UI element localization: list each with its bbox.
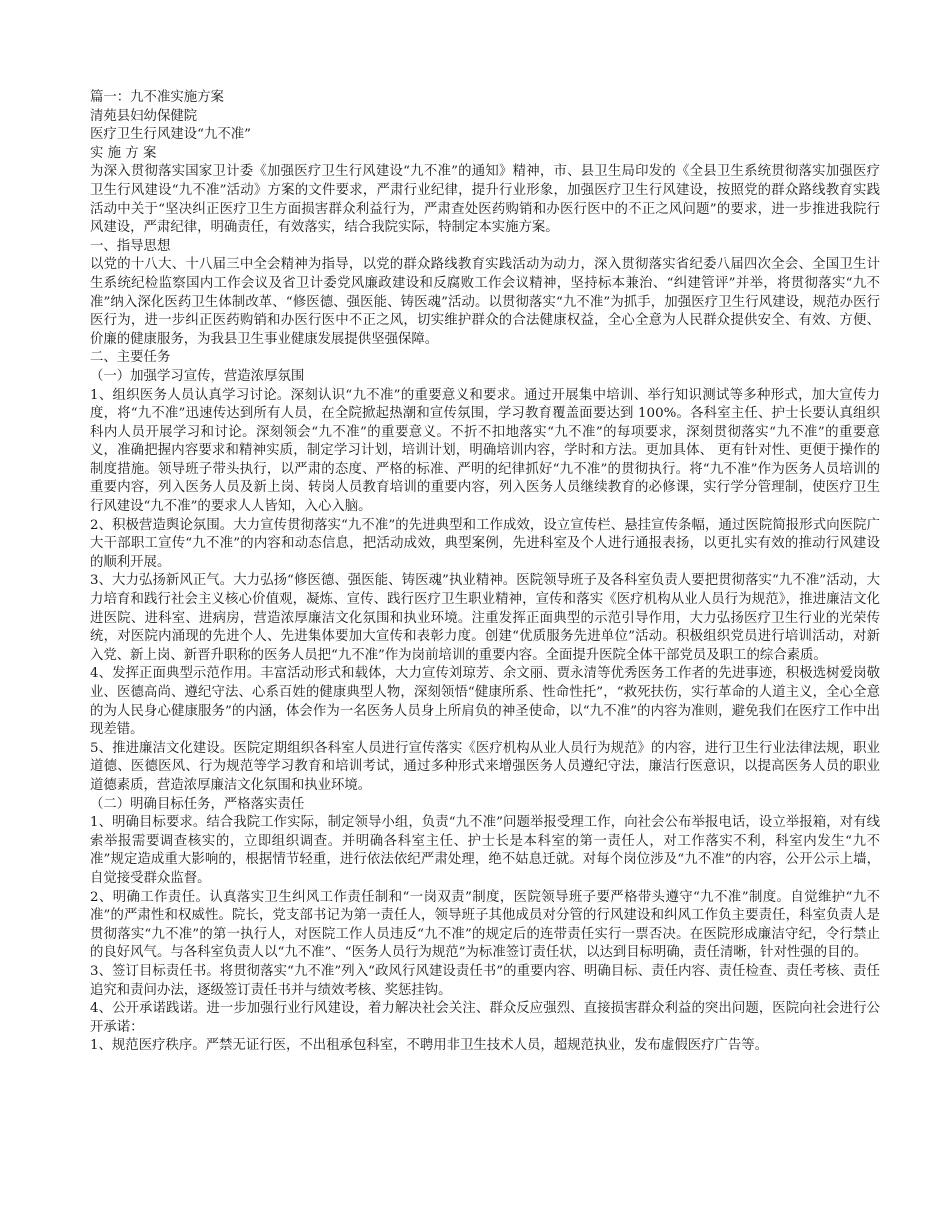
task-paragraph: 5、推进廉洁文化建设。医院定期组织各科室人员进行宣传落实《医疗机构从业人员行为规范》的内容，进行卫生行业法律法规，职业道德、医德医风、行为规范等学习教育和培训考试，通过多种形式来增强医务人员遵纪守法，廉洁行医意识，以提高医务人员的职业道德素质，营造浓厚廉洁文化氛围和执业环境。 [90,740,880,793]
task-paragraph: 1、组织医务人员认真学习讨论。深刻认识“九不准”的重要意义和要求。通过开展集中培训、举行知识测试等多种形式，加大宣传力度，将“九不准”迅速传达到所有人员，在全院掀起热潮和宣传氛围，学习教育覆盖面要达到 100%。各科室主任、护士长要认真组织科内人员开展学习和讨论。深刻领会“九不准”的重要意义。不折不扣地落实“九不准”的每项要求，深刻贯彻落实“九不准”的重要意义，准确把握内容要求和精神实质，制定学习计划，培训计划，明确培训内容，学时和方法。更加具体、 更有针对性、更便于操作的制度措施。领导班子带头执行，以严肃的态度、严格的标准、严明的纪律抓好“九不准”的贯彻执行。将“九不准”作为医务人员培训的重要内容，列入医务人员及新上岗、转岗人员教育培训的重要内容，列入医务人员继续教育的必修课，实行学分管理制，使医疗卫生行风建设“九不准”的要求人人皆知，入心入脑。 [90,387,880,515]
subsection-heading-study-publicity: （一）加强学习宣传，营造浓厚氛围 [90,368,305,384]
task-paragraph: 2、积极营造舆论氛围。大力宣传贯彻落实“九不准”的先进典型和工作成效，设立宣传栏、悬挂宣传条幅，通过医院简报形式向医院广大干部职工宣传“九不准”的内容和动态信息，把活动成效，典型案例，先进科室及个人进行通报表扬，以更扎实有效的推动行风建设的顺利开展。 [90,517,880,570]
task-paragraph: 2、明确工作责任。认真落实卫生纠风工作责任制和“一岗双责”制度，医院领导班子要严格带头遵守“九不准”制度。自觉维护“九不准”的严肃性和权威性。院长，党支部书记为第一责任人，领导班子其他成员对分管的行风建设和纠风工作负主要责任，科室负责人是贯彻落实“九不准”的第一执行人，对医院工作人员违反“九不准”的规定后的连带责任实行一票否决。在医院形成廉洁守纪，令行禁止的良好风气。与各科室负责人以“九不准”、“医务人员行为规范”为标准签订责任状，以达到目标明确，责任清晰，针对性强的目的。 [90,889,880,961]
organization-name: 清苑县妇幼保健院 [90,108,198,124]
section-heading-main-tasks: 二、主要任务 [90,350,171,366]
task-paragraph: 4、发挥正面典型示范作用。丰富活动形式和载体，大力宣传刘琼芳、余文丽、贾永清等优秀医务工作者的先进事迹，积极选树爱岗敬业、医德高尚、遵纪守法、心系百姓的健康典型人物，深刻领悟“健康所系、性命性托”，“救死扶伤，实行革命的人道主义，全心全意的为人民身心健康服务”的内涵，体会作为一名医务人员身上所肩负的神圣使命，以“九不准”的内容为准则，避免我们在医疗工作中出现差错。 [90,666,880,738]
guiding-ideology-paragraph: 以党的十八大、十八届三中全会精神为指导，以党的群众路线教育实践活动为动力，深入贯彻落实省纪委八届四次全会、全国卫生计生系统纪检监察国内工作会议及省卫计委党风廉政建设和反腐败工作会议精神，坚持标本兼治、“纠建管评”并举，将贯彻落实“九不准”纳入深化医药卫生体制改革、“修医德、强医能、铸医魂”活动。以贯彻落实“九不准”为抓手，加强医疗卫生行风建设，规范办医行医行为，进一步纠正医药购销和办医行医中不正之风，切实维护群众的合法健康权益，全心全意为人民群众提供安全、有效、方便、价廉的健康服务，为我县卫生事业健康发展提供坚强保障。 [90,257,880,347]
section-heading-guiding-ideology: 一、指导思想 [90,238,171,254]
task-paragraph: 4、公开承诺践诺。进一步加强行业行风建设，着力解决社会关注、群众反应强烈、直接损害群众利益的突出问题，医院向社会进行公开承诺： [90,1001,880,1035]
task-paragraph: 3、签订目标责任书。将贯彻落实“九不准”列入“政风行风建设责任书”的重要内容、明确目标、责任内容、责任检查、责任考核、责任追究和责问办法，逐级签订责任书并与绩效考核、奖惩挂钩。 [90,963,880,998]
task-paragraph: 1、明确目标要求。结合我院工作实际，制定领导小组，负责“九不准”问题举报受理工作，向社会公布举报电话，设立举报箱，对有线索举报需要调查核实的，立即组织调查。并明确各科室主任、护士长是本科室的第一责任人，对工作落实不利，科室内发生“九不准”规定造成重大影响的，根据情节轻重，进行依法依纪严肃处理，绝不姑息迁就。对每个岗位涉及“九不准”的内容，公开公示上墙，自觉接受群众监督。 [90,815,880,886]
intro-paragraph: 为深入贯彻落实国家卫计委《加强医疗卫生行风建设“九不准”的通知》精神，市、县卫生局印发的《全县卫生系统贯彻落实加强医疗卫生行风建设“九不准”活动》方案的文件要求，严肃行业纪律，提升行业形象，加强医疗卫生行风建设，按照党的群众路线教育实践活动中关于“坚决纠正医疗卫生方面损害群众利益行为，严肃查处医药购销和办医行医中的不正之风问题”的要求，进一步推进我院行风建设，严肃纪律，明确责任，有效落实，结合我院实际，特制定本实施方案。 [90,164,880,236]
document-subject: 医疗卫生行风建设“九不准” [90,127,251,143]
task-paragraph: 3、大力弘扬新风正气。大力弘扬“修医德、强医能、铸医魂”执业精神。医院领导班子及各科室负责人要把贯彻落实“九不准”活动，大力培育和践行社会主义核心价值观，凝炼、宣传、践行医疗卫生职业精神，宣传和落实《医疗机构从业人员行为规范》，推进廉洁文化进医院、进科室、进病房，营造浓厚廉洁文化氛围和执业环境。注重发挥正面典型的示范引导作用，大力弘扬医疗卫生行业的光荣传统，对医院内涌现的先进个人、先进集体要加大宣传和表彰力度。创建“优质服务先进单位”活动。积极组织党员进行培训活动，对新入党、新上岗、新晋升职称的医务人员把“九不准”作为岗前培训的重要内容。全面提升医院全体干部党员及职工的综合素质。 [90,573,880,663]
document-page [90,89,880,1056]
task-paragraph: 1、规范医疗秩序。严禁无证行医，不出租承包科室，不聘用非卫生技术人员，超规范执业，发布虚假医疗广告等。 [90,1038,769,1054]
subsection-heading-targets-responsibility: （二）明确目标任务，严格落实责任 [90,796,305,812]
plan-heading: 实 施 方 案 [90,145,157,161]
document-title: 篇一：九不准实施方案 [90,90,224,105]
